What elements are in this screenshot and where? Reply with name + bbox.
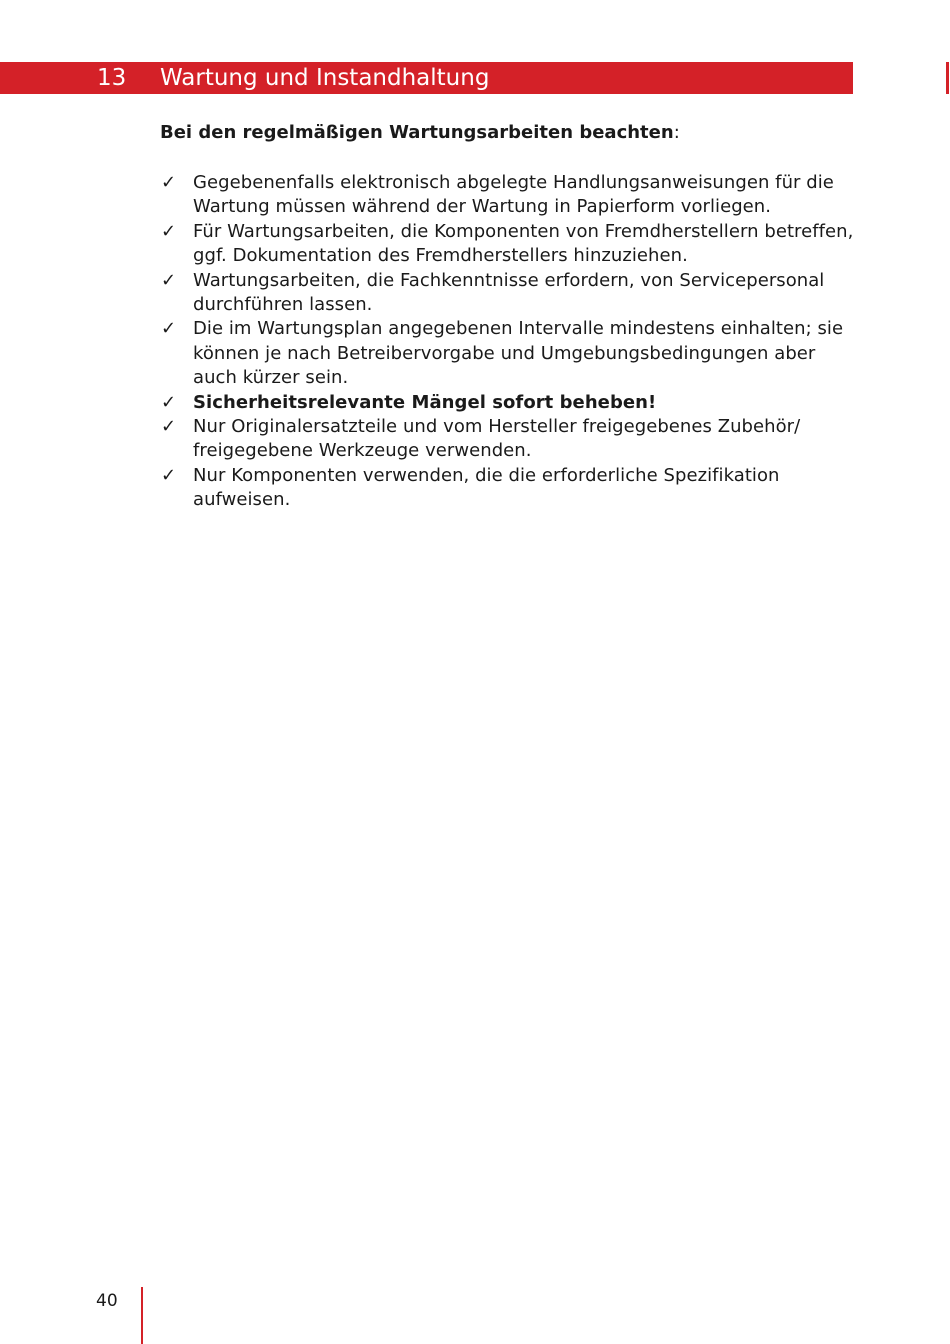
checklist-item-text: Die im Wartungsplan angegebenen Intervalle mindestens einhalten; sie können je nach Betreibervorgabe und Umgebungsbedingungen aber auch kürzer sein.: [193, 318, 844, 389]
checkmark-icon: ✓: [161, 269, 177, 291]
checklist-item: [160, 269, 860, 318]
checkmark-icon: ✓: [161, 464, 177, 486]
checklist-item-text: Gegebenenfalls elektronisch abgelegte Handlungsanweisungen für die Wartung müssen während der Wartung in Papierform vorliegen.: [193, 172, 834, 218]
checklist-item: [160, 391, 860, 415]
checklist-item-text: Nur Komponenten verwenden, die die erforderliche Spezifikation aufweisen.: [193, 464, 780, 511]
checklist-item-text-emphasis: Sicherheitsrelevante Mängel sofort beheben!: [193, 391, 657, 413]
intro-suffix: :: [673, 122, 680, 143]
checklist-item-text: Nur Originalersatzteile und vom Hersteller freigegebenes Zubehör/ freigegebene Werkzeuge verwenden.: [193, 416, 801, 462]
checklist-item: [160, 220, 860, 269]
intro-line: [160, 121, 680, 145]
checklist-item-text: Wartungsarbeiten, die Fachkenntnisse erfordern, von Servicepersonal durchführen lassen.: [193, 269, 825, 316]
checkmark-icon: ✓: [161, 318, 177, 340]
section-header-bar: [0, 62, 853, 94]
checkmark-icon: ✓: [161, 391, 177, 413]
checkmark-icon: ✓: [161, 416, 177, 438]
checklist-item: [160, 171, 860, 220]
checklist-item: [160, 415, 860, 464]
intro-heading: Bei den regelmäßigen Wartungsarbeiten beachten: [160, 122, 674, 143]
section-number: 13: [97, 65, 127, 91]
page-number: 40: [96, 1291, 118, 1311]
checkmark-icon: ✓: [161, 220, 177, 242]
section-title: Wartung und Instandhaltung: [160, 65, 490, 91]
checklist-item-text: Für Wartungsarbeiten, die Komponenten von Fremdherstellern betreffen, ggf. Dokumentation des Fremdherstellers hinzuziehen.: [193, 220, 854, 267]
footer-rule: [141, 1287, 143, 1344]
checkmark-icon: ✓: [161, 172, 177, 193]
checklist-item: [160, 317, 860, 390]
edge-marker: [946, 62, 949, 94]
checklist-item: [160, 464, 860, 513]
maintenance-checklist: [160, 171, 860, 513]
